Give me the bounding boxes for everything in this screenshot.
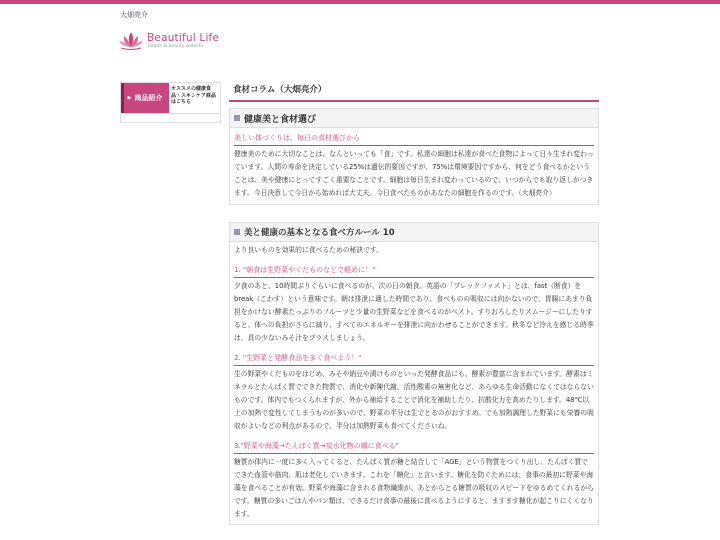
section-heading [230, 109, 598, 128]
lotus-icon [118, 30, 144, 52]
rule-title: 1. "朝食は生野菜やくだものなどで軽めに！" [234, 260, 594, 278]
section-heading-text: 健康美と食材選び [244, 114, 317, 125]
rule-body: 生の野菜やくだものをはじめ、みそや納豆や漬けものといった発酵食品にも、酵素が豊富に含まれています。酵素はミネラルとたんぱく質でできた物質で、消化や新陳代謝、活性酸素の無害化など、あらゆる生命活動になくてはならないものです。体内でもつくられますが、外から補給することで消化を補助したり、抗酸化力を高めたりします。48℃以上の加熱で変性してしまうものが多いので、野菜の半分は生でとるのがおすすめ。でも加熱調理した野菜にも栄養の吸収がよいなどの利点があるので、半分は加熱野菜も食べてくださいね。 [234, 370, 594, 430]
triangle-right-icon: ▶ [127, 95, 132, 101]
site-logo[interactable] [118, 30, 219, 52]
section-heading-text: 美と健康の基本となる食べ方ルール 10 [244, 228, 395, 238]
breadcrumb[interactable]: 大畑亮介 [120, 11, 148, 19]
rule-title: 2. "生野菜と発酵食品を多く食べよう！" [234, 348, 594, 366]
sidebar-item-label-box[interactable] [121, 83, 169, 113]
rule-body: 夕食のあと、10時間ぶりぐらいに食べるのが、次の日の朝食。英語の「ブレックファスト」とは、fast（断食）をbreak（こわす）という意味です。朝は排泄に適した時間であり、食べものの吸収には向かないので、胃腸にあまり負担をかけない酵素たっぷりのフルーツと少量の生野菜などを食べるのがベスト。すりおろしたりスムージーにしたりすると、体への負担がさらに減り、すべてのエネルギーを排泄に向かわせることができます。秋冬など冷えを感じる時季は、具の少ないみそ汁をプラスしましょう。 [234, 282, 594, 342]
section-heading [230, 223, 598, 242]
section-food-choice [229, 108, 599, 205]
sidebar-spacer [121, 113, 220, 122]
sidebar-item-label: 商品紹介 [134, 94, 163, 102]
section-subheading: 美しい体づくりは、毎日の食材選びから [234, 128, 594, 146]
section-eating-rules [229, 222, 599, 525]
logo-title: Beautiful Life [147, 31, 220, 44]
section-intro: より良いものを効果的に食べるための秘訣です。 [234, 246, 383, 254]
main-content [229, 80, 599, 525]
rule-title: 3."野菜や海藻→たんぱく質→炭水化物の順に食べる" [234, 436, 594, 454]
page-title: 食材コラム（大畑亮介） [229, 80, 599, 102]
square-bullet-icon [234, 229, 240, 235]
logo-subtitle: health & beauty website [148, 43, 204, 49]
rule-body: 糖質が体内に一度に多く入ってくると、たんぱく質が糖と結合して「AGE」という物質をつくり出し、たんぱく質でできた血管や筋肉、肌は老化していきます。これを「糖化」と言います。糖化を防ぐためには、食事の最初に野菜や海藻を食べることが有効。野菜や海藻に含まれる食物繊維が、あとからとる糖質の吸収のスピードをゆるめてくれるからです。糖質の多いごはんやパン類は、できるだけ食事の最後に食べるようにすると、ますます糖化が起こりにくくなります。 [234, 458, 594, 518]
sidebar-item-description[interactable]: オススメの健康食品・スキンケア商品はこちら [171, 86, 216, 105]
square-bullet-icon [234, 115, 240, 121]
sidebar [120, 82, 221, 123]
sidebar-item-products[interactable] [121, 83, 220, 113]
section-body: 健康美のために大切なことは、なんといっても「食」です。私達の細胞は私達が食べた食物によって日々生まれ変わっています。人間の寿命を決定している25%は遺伝的要因ですが、75%は環境要因ですから、何をどう食べるかということは、美や健康にとってすごく重要なことです。細胞は毎日生まれ変わっているので、いつからでも取り返しがつきます。今日決意して今日から始めれば大丈夫。今日食べたものがあなたの細胞を作るのです。（大畑亮介） [234, 150, 594, 197]
top-accent-bar [0, 0, 720, 4]
